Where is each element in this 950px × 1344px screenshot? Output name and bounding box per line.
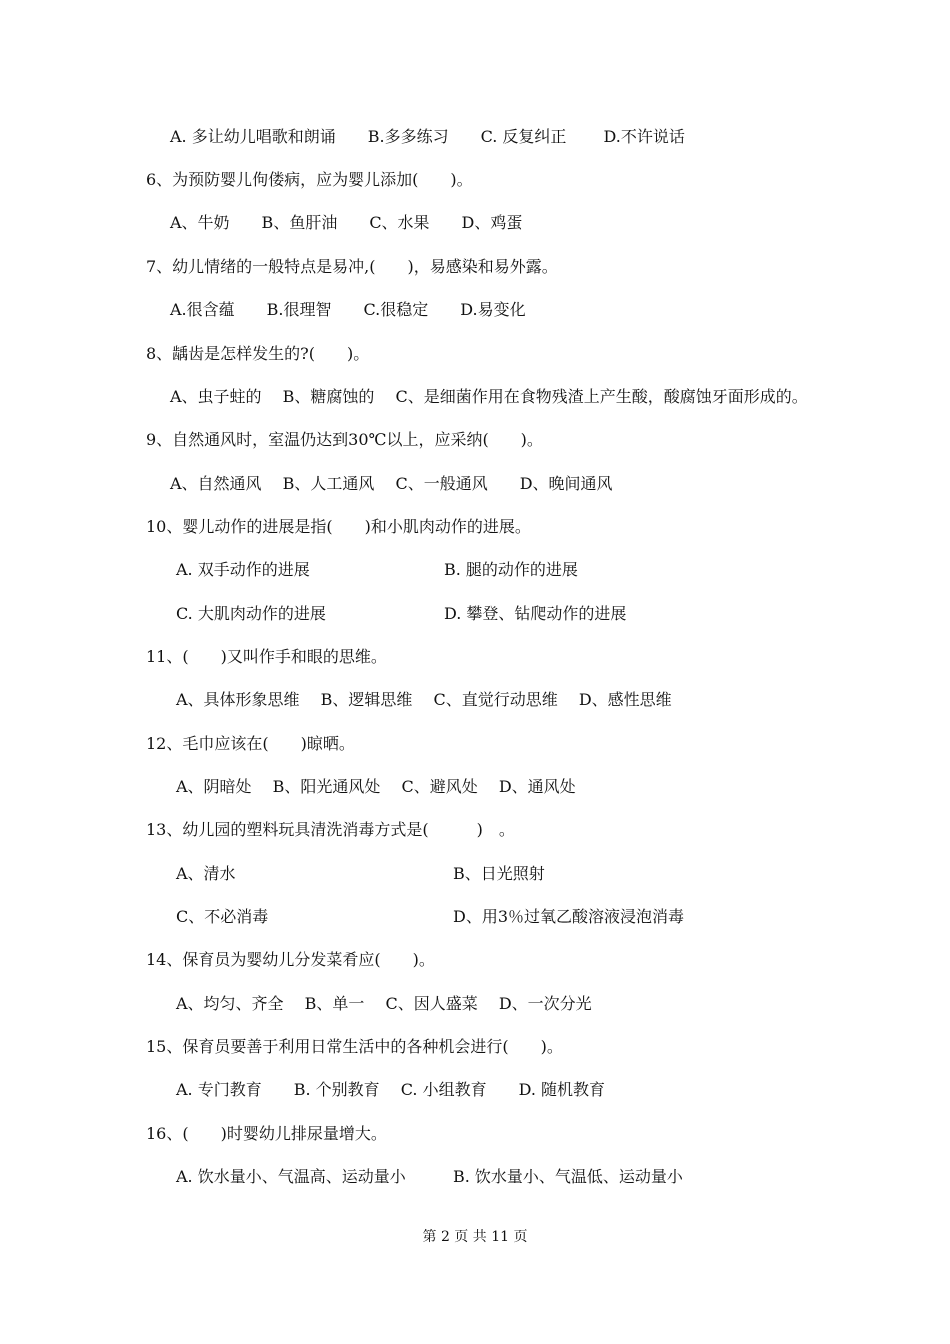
q9-options: A、自然通风 B、人工通风 C、一般通风 D、晚间通风: [170, 474, 613, 493]
question-13: 13、幼儿园的塑料玩具清洗消毒方式是( ) 。: [146, 820, 515, 839]
question-15: 15、保育员要善于利用日常生活中的各种机会进行( )。: [146, 1037, 563, 1056]
q13-option-a: A、清水: [176, 864, 236, 883]
q12-options: A、阴暗处 B、阳光通风处 C、避风处 D、通风处: [176, 777, 576, 796]
question-10: 10、婴儿动作的进展是指( )和小肌肉动作的进展。: [146, 517, 531, 536]
question-9: 9、自然通风时，室温仍达到30℃以上，应采纳( )。: [146, 430, 543, 449]
question-12: 12、毛巾应该在( )晾晒。: [146, 734, 355, 753]
question-11: 11、( )又叫作手和眼的思维。: [146, 647, 387, 666]
q13-option-c: C、不必消毒: [176, 907, 269, 926]
q7-options: A.很含蕴 B.很理智 C.很稳定 D.易变化: [170, 300, 526, 319]
page-footer: 第 2 页 共 11 页: [422, 1229, 528, 1245]
q10-option-b: B. 腿的动作的进展: [444, 560, 578, 579]
q11-options: A、具体形象思维 B、逻辑思维 C、直觉行动思维 D、感性思维: [176, 690, 672, 709]
q10-option-c: C. 大肌肉动作的进展: [176, 604, 326, 623]
question-14: 14、保育员为婴幼儿分发菜肴应( )。: [146, 950, 435, 969]
question-16: 16、( )时婴幼儿排尿量增大。: [146, 1124, 387, 1143]
q8-options: A、虫子蛀的 B、糖腐蚀的 C、是细菌作用在食物残渣上产生酸，酸腐蚀牙面形成的。: [170, 387, 808, 406]
q15-options: A. 专门教育 B. 个别教育 C. 小组教育 D. 随机教育: [176, 1080, 606, 1099]
q5-options: A. 多让幼儿唱歌和朗诵 B.多多练习 C. 反复纠正 D.不许说话: [170, 127, 685, 146]
question-8: 8、龋齿是怎样发生的?( )。: [146, 344, 370, 363]
q13-option-d: D、用3％过氧乙酸溶液浸泡消毒: [453, 907, 685, 926]
q16-option-a: A. 饮水量小、气温高、运动量小: [176, 1167, 406, 1186]
q14-options: A、均匀、齐全 B、单一 C、因人盛菜 D、一次分光: [176, 994, 592, 1013]
q6-options: A、牛奶 B、鱼肝油 C、水果 D、鸡蛋: [170, 213, 523, 232]
q13-option-b: B、日光照射: [453, 864, 545, 883]
q16-option-b: B. 饮水量小、气温低、运动量小: [453, 1167, 683, 1186]
q10-option-a: A. 双手动作的进展: [176, 560, 310, 579]
question-6: 6、为预防婴儿佝偻病，应为婴儿添加( )。: [146, 170, 473, 189]
q10-option-d: D. 攀登、钻爬动作的进展: [444, 604, 627, 623]
question-7: 7、幼儿情绪的一般特点是易冲,( )，易感染和易外露。: [146, 257, 558, 276]
